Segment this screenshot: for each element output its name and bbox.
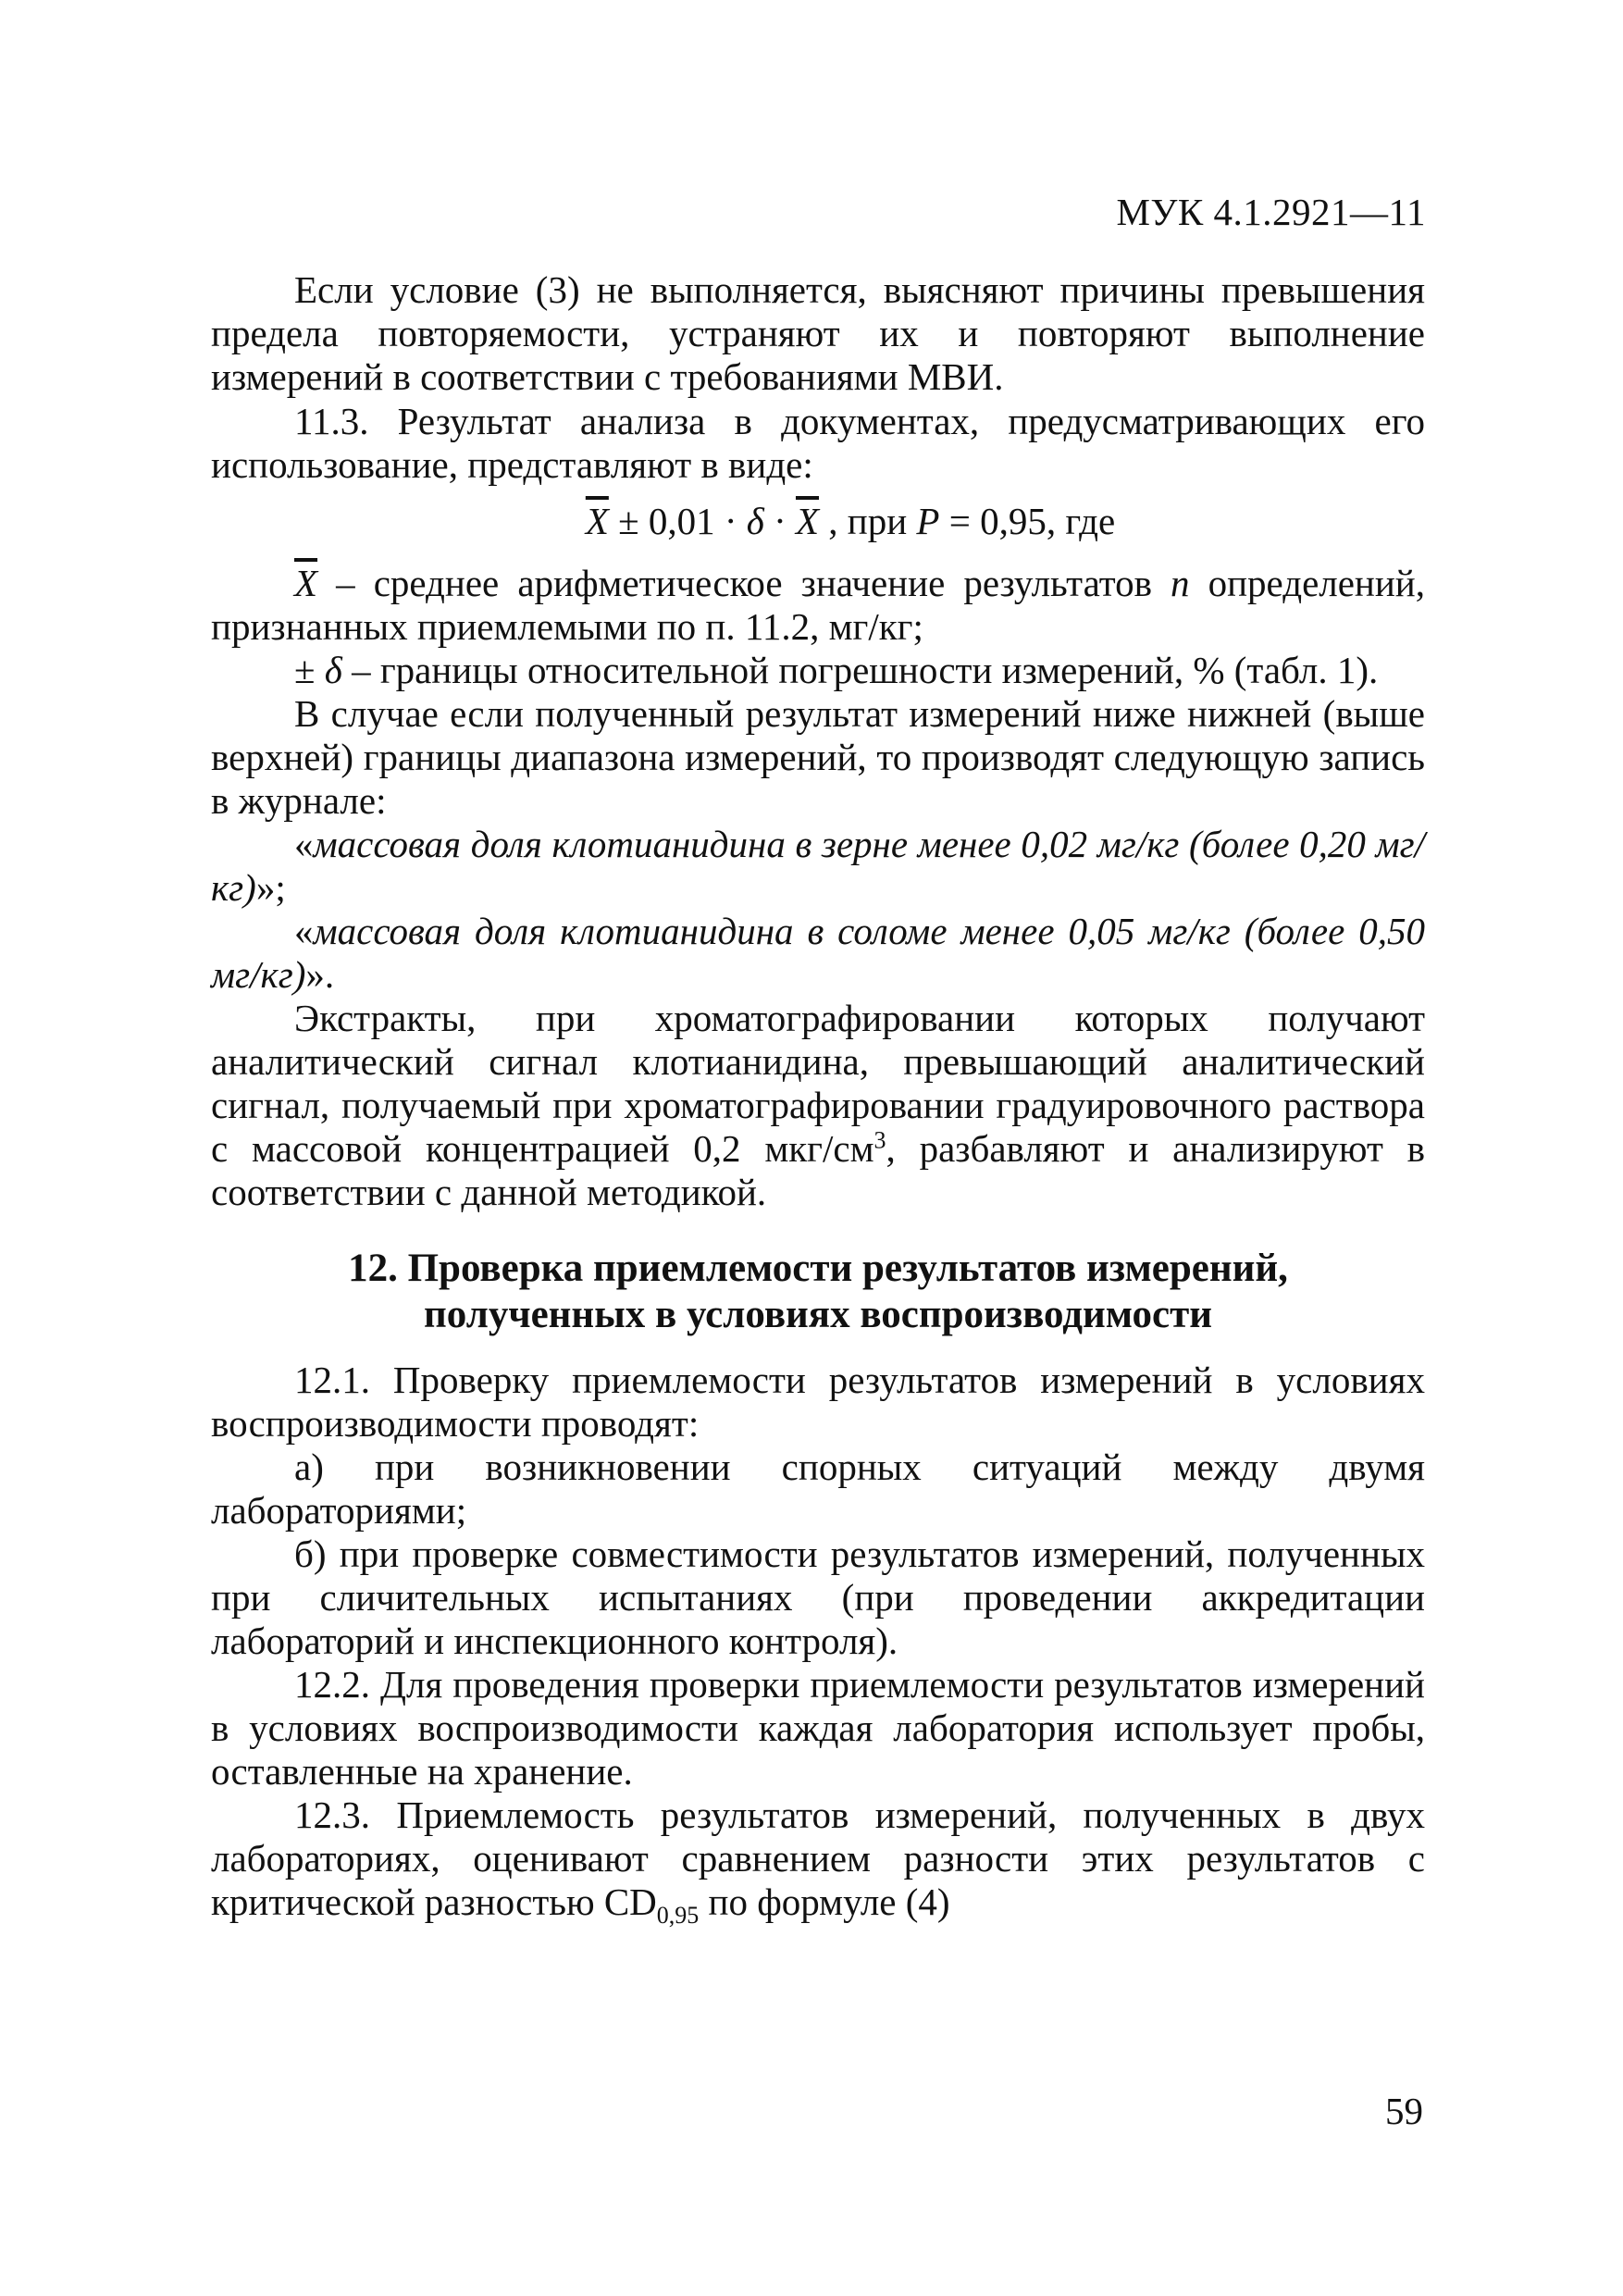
document-body [211,268,1425,1930]
section-12-title-line-1: 12. Проверка приемлемости результатов измерений, [348,1247,1288,1290]
record-grain-open: « [294,823,314,865]
paragraph-12-3-text-b: по формуле (4) [699,1880,950,1923]
record-grain [211,823,1425,910]
definition-x-text-a: – среднее арифметическое значение результатов [317,562,1171,604]
document-code-header: МУК 4.1.2921—11 [1116,191,1426,233]
paragraph-condition-3: Если условие (3) не выполняется, выясняют причины превышения предела повторяемости, устраняют их и повторяют выполнение измерений в соответствии с требованиями МВИ. [211,268,1425,398]
definition-x-symbol: $\overline{X}$ [294,562,318,604]
paragraph-12-1: 12.1. Проверку приемлемости результатов измерений в условиях воспроизводимости проводят: [211,1359,1425,1445]
record-straw-close: ». [305,953,335,996]
list-item-a: а) при возникновении спорных ситуаций между двумя лабораториями; [211,1446,1425,1532]
extracts-superscript: 3 [873,1126,886,1154]
definition-delta-symbol: δ [324,649,342,691]
result-formula [211,500,1425,543]
section-12-title-line-2: полученных в условиях воспроизводимости [423,1293,1213,1336]
formula-p: P [916,500,940,542]
formula-x-bar-2: $\overline{X}$ [795,500,820,542]
definition-delta [211,649,1425,692]
definition-n: n [1171,562,1190,604]
formula-dot: · [763,500,796,542]
extracts-text-a: Экстракты, при хроматографировании которых получают аналитический сигнал клотианидина, превышающий аналитический сигнал, получаемый при хроматографировании градуировочного раствора с массовой концентрацией 0,2 мкг/см [211,997,1425,1170]
definition-delta-text: – границы относительной погрешности измерений, % (табл. 1). [341,649,1379,691]
list-item-b: б) при проверке совместимости результатов измерений, полученных при сличительных испытаниях (при проведении аккредитации лабораторий и инспекционного контроля). [211,1533,1425,1662]
formula-tail-1: , при [819,500,917,542]
record-straw [211,910,1425,997]
formula-middle: ± 0,01 · [608,500,747,542]
record-straw-open: « [294,910,314,952]
paragraph-12-3-text-a: 12.3. Приемлемость результатов измерений, полученных в двух лабораториях, оценивают сравнением разности этих результатов с критической разностью CD [211,1793,1425,1923]
paragraph-extracts [211,997,1425,1214]
paragraph-11-3: 11.3. Результат анализа в документах, предусматривающих его использование, представляют в виде: [211,400,1425,486]
definition-delta-prefix: ± [294,649,325,691]
definition-x-text-b: определений, признанных приемлемыми по п. 11.2, мг/кг; [211,562,1425,648]
cd-subscript: 0,95 [656,1902,700,1930]
formula-tail-2: = 0,95, где [939,500,1116,542]
record-straw-text: массовая доля клотианидина в соломе менее 0,05 мг/кг (более 0,50 мг/кг) [211,910,1425,996]
paragraph-12-3 [211,1793,1425,1930]
page-number: 59 [1385,2090,1423,2132]
formula-x-bar: $\overline{X}$ [585,500,609,542]
record-grain-text: массовая доля клотианидина в зерне менее 0,02 мг/кг (более 0,20 мг/кг) [211,823,1425,909]
record-grain-close: »; [255,866,286,909]
formula-delta: δ [746,500,764,542]
paragraph-12-2: 12.2. Для проведения проверки приемлемости результатов измерений в условиях воспроизводимости каждая лаборатория использует пробы, оставленные на хранение. [211,1663,1425,1793]
section-12-heading [211,1246,1425,1338]
extracts-text-b: , разбавляют и анализируют в соответствии с данной методикой. [211,1127,1425,1213]
definition-x-bar [211,562,1425,649]
paragraph-below-range: В случае если полученный результат измерений ниже нижней (выше верхней) границы диапазона измерений, то производят следующую запись в журнале: [211,692,1425,822]
